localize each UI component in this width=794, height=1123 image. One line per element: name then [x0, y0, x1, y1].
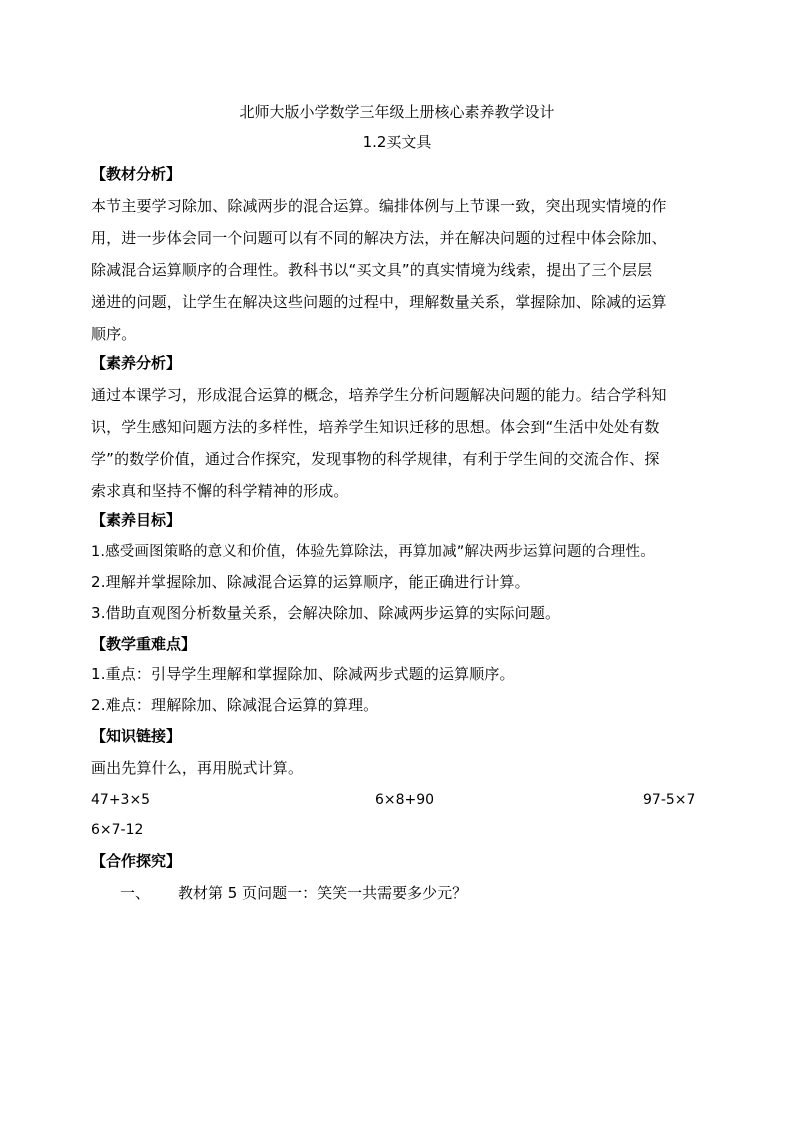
- paragraph-line: 本节主要学习除加、除减两步的混合运算。编排体例与上节课一致，突出现实情境的作: [91, 197, 667, 215]
- list-item-number: 一、: [120, 884, 151, 902]
- section-heading-knowledge-link: 【知识链接】: [91, 727, 182, 745]
- paragraph-line: 通过本课学习，形成混合运算的概念，培养学生分析问题解决问题的能力。结合学科知: [91, 386, 667, 404]
- list-item-text: 教材第 5 页问题一：笑笑一共需要多少元？: [178, 884, 468, 902]
- exercise-item: 6×7-12: [91, 822, 144, 838]
- exercise-item: 47+3×5: [91, 792, 151, 808]
- exercise-item: 6×8+90: [375, 792, 435, 808]
- section-heading-literacy-goals: 【素养目标】: [91, 511, 182, 529]
- exercise-instruction: 画出先算什么，再用脱式计算。: [91, 759, 304, 777]
- paragraph-line: 递进的问题，让学生在解决这些问题的过程中，理解数量关系，掌握除加、除减的运算: [91, 293, 667, 311]
- paragraph-line: 顺序。: [91, 325, 137, 343]
- paragraph-line: 索求真和坚持不懈的科学精神的形成。: [91, 482, 349, 500]
- goal-item: 3.借助直观图分析数量关系，会解决除加、除减两步运算的实际问题。: [91, 604, 561, 622]
- section-heading-cooperative: 【合作探究】: [91, 852, 182, 870]
- document-title: 北师大版小学数学三年级上册核心素养教学设计: [239, 103, 555, 121]
- section-heading-key-points: 【教学重难点】: [91, 635, 197, 653]
- key-point-item: 2.难点：理解除加、除减混合运算的算理。: [91, 696, 379, 714]
- paragraph-line: 用，进一步体会同一个问题可以有不同的解决方法，并在解决问题的过程中体会除加、: [91, 229, 667, 247]
- paragraph-line: 除减混合运算顺序的合理性。教科书以“买文具”的真实情境为线索，提出了三个层层: [91, 261, 653, 279]
- goal-item: 1.感受画图策略的意义和价值，体验先算除法，再算加减”解决两步运算问题的合理性。: [91, 544, 655, 560]
- section-heading-literacy-analysis: 【素养分析】: [91, 354, 182, 372]
- key-point-item: 1.重点：引导学生理解和掌握除加、除减两步式题的运算顺序。: [91, 665, 515, 683]
- goal-item: 2.理解并掌握除加、除减混合运算的运算顺序，能正确进行计算。: [91, 573, 530, 591]
- paragraph-line: 识，学生感知问题方法的多样性，培养学生知识迁移的思想。体会到“生活中处处有数: [91, 418, 660, 436]
- section-heading-textbook-analysis: 【教材分析】: [91, 165, 182, 183]
- document-subtitle: 1.2买文具: [362, 133, 432, 151]
- exercise-item: 97-5×7: [643, 792, 696, 808]
- paragraph-line: 学”的数学价值，通过合作探究，发现事物的科学规律，有利于学生间的交流合作、探: [91, 450, 660, 468]
